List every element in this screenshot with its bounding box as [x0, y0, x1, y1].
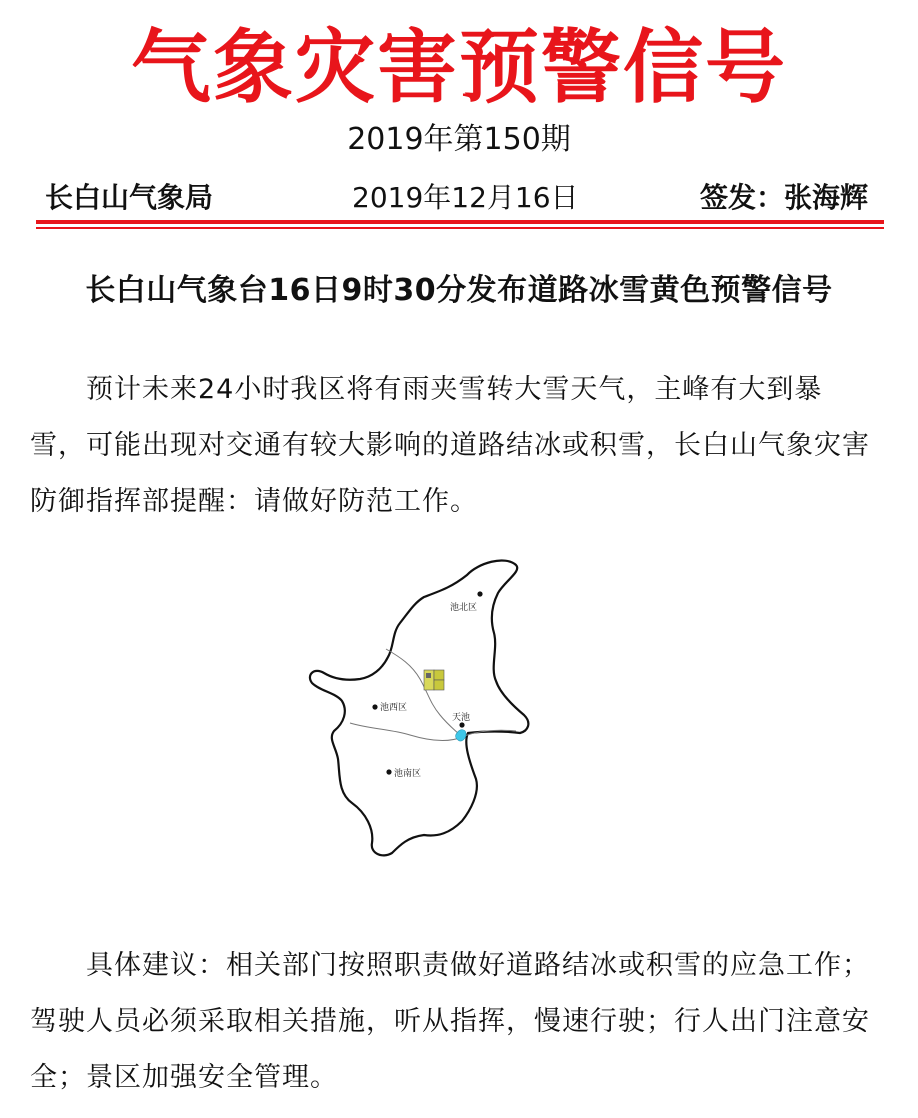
label-west: 池西区: [380, 703, 408, 713]
issuing-organization: 长白山气象局: [45, 181, 214, 214]
station-marker: [426, 673, 431, 678]
south-point: [386, 769, 391, 774]
header-rule-thick: [36, 220, 884, 224]
issue-number: 2019年第150期: [347, 122, 571, 157]
advice-paragraph: 具体建议：相关部门按照职责做好道路结冰或积雪的应急工作；驾驶人员必须采取相关措施，听从指挥，慢速行驶；行人出门注意安全；景区加强安全管理。: [30, 950, 870, 1093]
headline: 长白山气象台16日9时30分发布道路冰雪黄色预警信号: [85, 273, 833, 308]
station-block: [434, 670, 444, 680]
label-tianchi: 天池: [452, 713, 471, 723]
label-north: 池北区: [450, 603, 478, 613]
warning-title: 气象灾害预警信号: [131, 21, 787, 114]
header-rule-thin: [36, 227, 884, 229]
station-block: [434, 680, 444, 690]
meta-row: [0, 178, 918, 218]
forecast-paragraph: 预计未来24小时我区将有雨夹雪转大雪天气，主峰有大到暴雪，可能出现对交通有较大影响的道路结冰或积雪，长白山气象灾害防御指挥部提醒：请做好防范工作。: [30, 374, 870, 517]
tianchi-point: [459, 722, 464, 727]
north-point: [477, 591, 482, 596]
label-south: 池南区: [394, 769, 422, 779]
signatory: 签发：张海辉: [699, 181, 868, 214]
region-outline: [310, 560, 528, 855]
issue-date: 2019年12月16日: [352, 181, 579, 214]
region-map: [300, 553, 540, 883]
west-point: [372, 704, 377, 709]
